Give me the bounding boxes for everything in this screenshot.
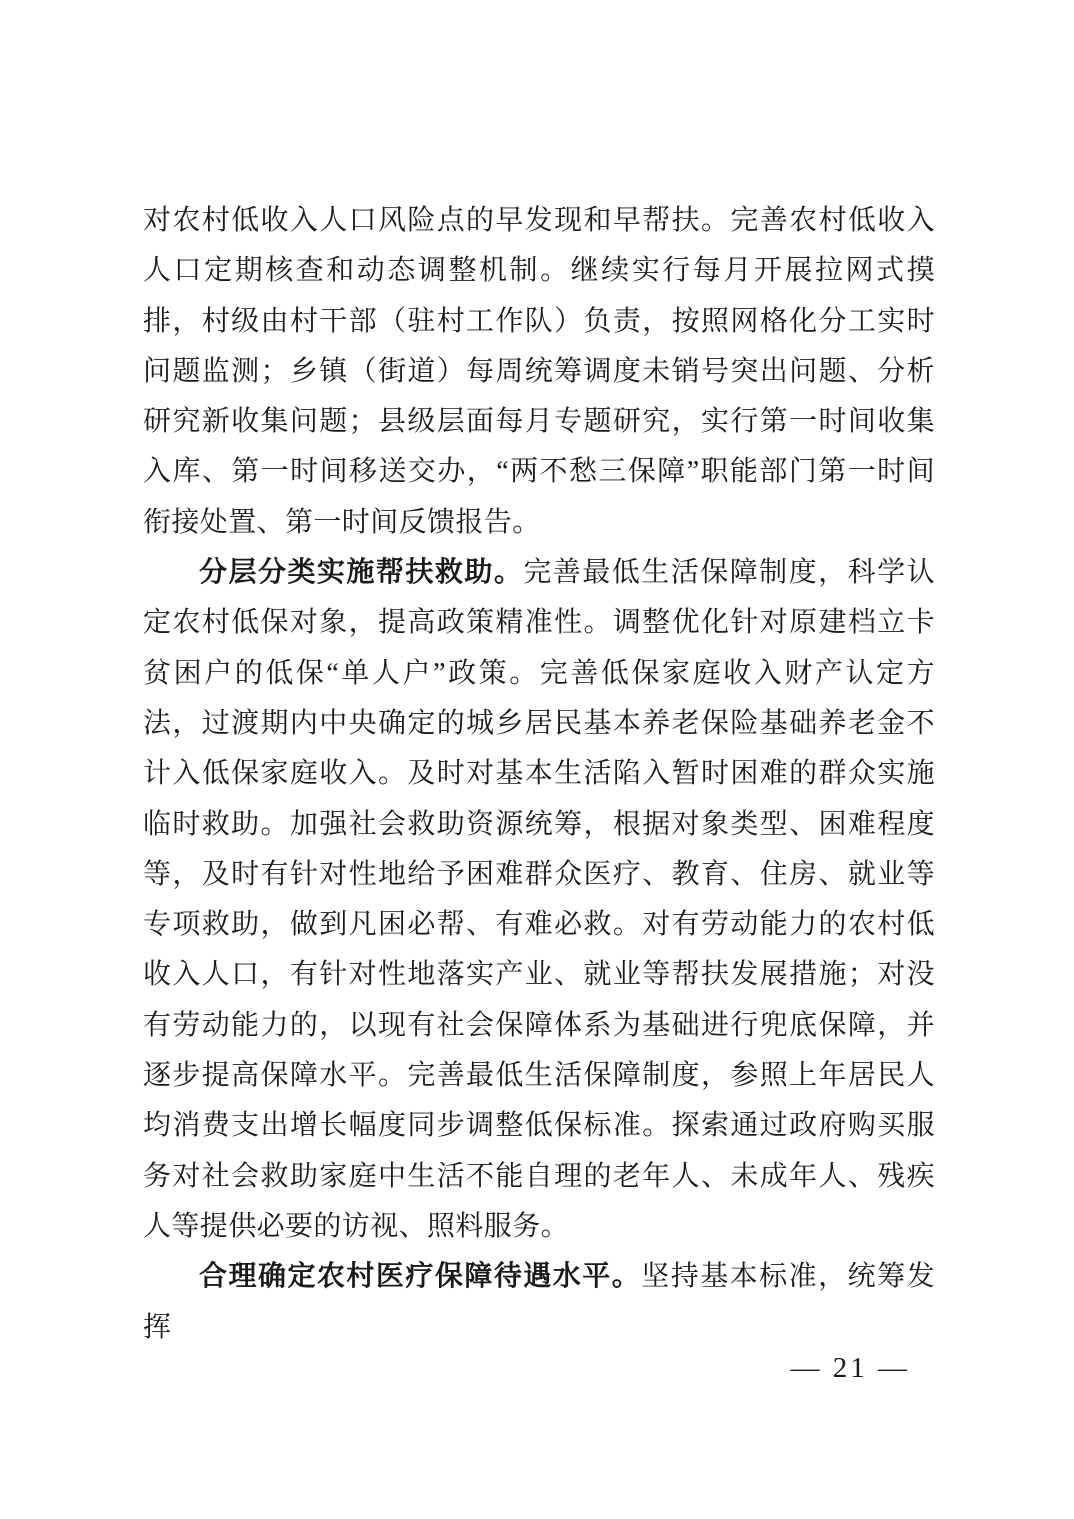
paragraph-continuation xyxy=(143,196,935,548)
paragraph-2-bold-lead: 分层分类实施帮扶救助。 xyxy=(199,557,524,589)
page-number: — 21 — xyxy=(790,1352,910,1384)
paragraph-2-text: 完善最低生活保障制度，科学认定农村低保对象，提高政策精准性。调整优化针对原建档立卡贫困户的低保“单人户”政策。完善低保家庭收入财产认定方法，过渡期内中央确定的城乡居民基本养老保险基础养老金不计入低保家庭收入。及时对基本生活陷入暂时困难的群众实施临时救助。加强社会救助资源统筹，根据对象类型、困难程度等，及时有针对性地给予困难群众医疗、教育、住房、就业等专项救助，做到凡困必帮、有难必救。对有劳动能力的农村低收入人口，有针对性地落实产业、就业等帮扶发展措施；对没有劳动能力的，以现有社会保障体系为基础进行兜底保障，并逐步提高保障水平。完善最低生活保障制度，参照上年居民人均消费支出增长幅度同步调整低保标准。探索通过政府购买服务对社会救助家庭中生活不能自理的老年人、未成年人、残疾人等提供必要的访视、照料服务。 xyxy=(143,557,935,1242)
paragraph-3-bold-lead: 合理确定农村医疗保障待遇水平。 xyxy=(199,1261,642,1293)
paragraph-medical-security xyxy=(143,1252,935,1353)
paragraph-tiered-assistance xyxy=(143,548,935,1252)
paragraph-1-text: 对农村低收入人口风险点的早发现和早帮扶。完善农村低收入人口定期核查和动态调整机制。继续实行每月开展拉网式摸排，村级由村干部（驻村工作队）负责，按照网格化分工实时问题监测；乡镇（街道）每周统筹调度未销号突出问题、分析研究新收集问题；县级层面每月专题研究，实行第一时间收集入库、第一时间移送交办，“两不愁三保障”职能部门第一时间衔接处置、第一时间反馈报告。 xyxy=(143,205,935,538)
body-text xyxy=(143,196,935,1353)
paragraph-3-text: 坚持基本标准，统筹发挥 xyxy=(143,1261,935,1343)
